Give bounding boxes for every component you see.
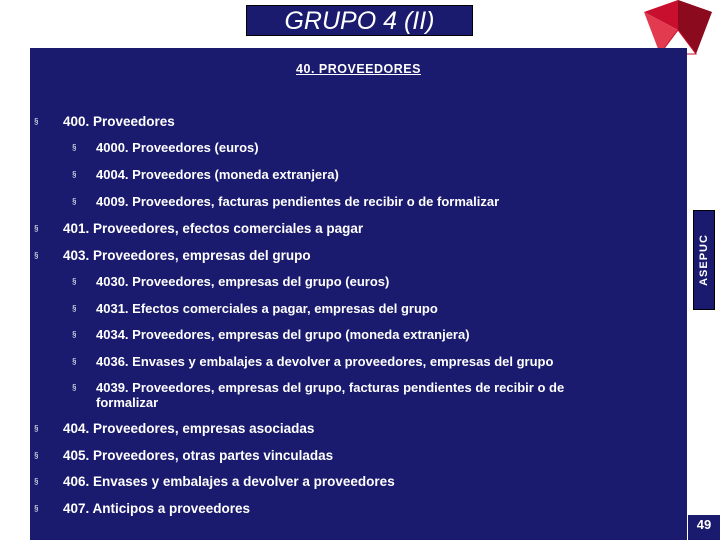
subaccount-item: 4036. Envases y embalajes a devolver a proveedores, empresas del grupo [96,354,554,369]
subaccount-item: 4004. Proveedores (moneda extranjera) [96,167,339,182]
side-label: ASEPUC [698,234,710,286]
bullet-marker: § [34,117,39,126]
bullet-marker: § [72,357,77,366]
account-item: 406. Envases y embalajes a devolver a proveedores [63,474,395,489]
subaccount-item: 4030. Proveedores, empresas del grupo (euros) [96,274,390,289]
subaccount-item: 4039. Proveedores, empresas del grupo, facturas pendientes de recibir o de [96,380,565,395]
bullet-marker: § [34,451,39,460]
subaccount-item-continuation: formalizar [96,395,159,410]
account-item: 400. Proveedores [63,114,175,129]
bullet-marker: § [34,251,39,260]
account-item: 401. Proveedores, efectos comerciales a pagar [63,221,364,236]
account-item: 407. Anticipos a proveedores [63,501,251,516]
bullet-marker: § [72,143,77,152]
subaccount-item: 4034. Proveedores, empresas del grupo (moneda extranjera) [96,327,470,342]
bullet-marker: § [34,477,39,486]
subaccount-item: 4000. Proveedores (euros) [96,140,259,155]
account-item: 403. Proveedores, empresas del grupo [63,248,311,263]
bullet-marker: § [34,504,39,513]
section-title: 40. PROVEEDORES [296,62,421,76]
bullet-marker: § [72,304,77,313]
bullet-marker: § [72,330,77,339]
bullet-marker: § [72,277,77,286]
bullet-marker: § [72,383,77,392]
side-label-box [693,210,715,310]
page-number: 49 [688,515,720,540]
bullet-marker: § [34,224,39,233]
content-panel [30,48,687,540]
subaccount-item: 4031. Efectos comerciales a pagar, empresas del grupo [96,301,438,316]
account-item: 404. Proveedores, empresas asociadas [63,421,315,436]
account-item: 405. Proveedores, otras partes vinculadas [63,448,334,463]
bullet-marker: § [72,197,77,206]
bullet-marker: § [34,424,39,433]
slide-title: GRUPO 4 (II) [246,5,473,36]
bullet-marker: § [72,170,77,179]
subaccount-item: 4009. Proveedores, facturas pendientes de recibir o de formalizar [96,194,500,209]
